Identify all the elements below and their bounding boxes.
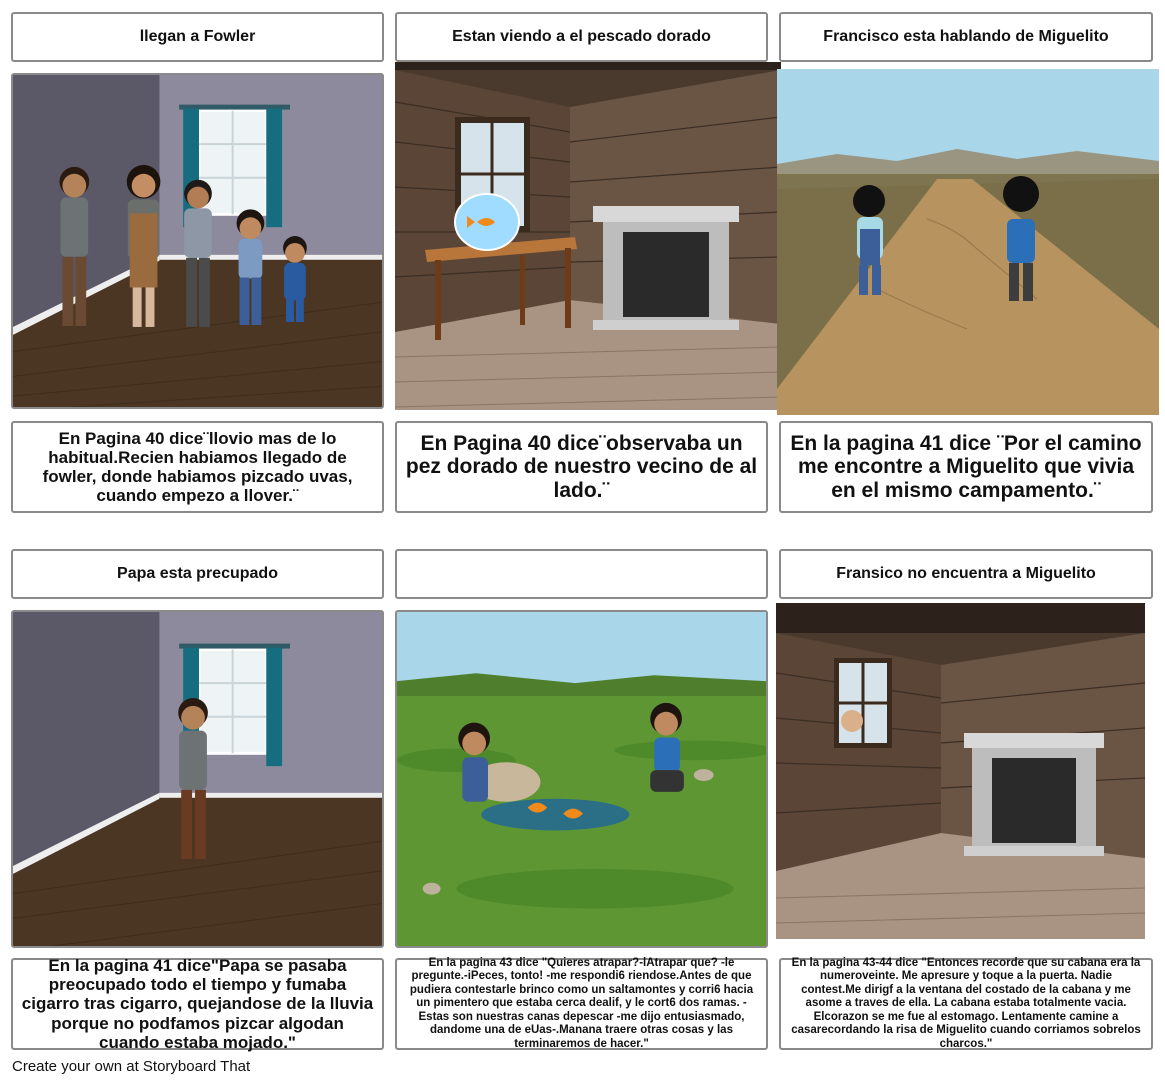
- panel-5-caption: En la pagina 43 dice "Quieres atrapar?-lAtrapar que? -le pregunte.-iPeces, tonto! -me respondi6 riendose.Antes de que pudiera contestarle brinco como un saltamontes y corri6 hacia un pimentero que estaba cerca dealif, y le cort6 dos ramas. -Estas son nuestras canas depescar -me dijo entusiasmado, dandome una de eUas-.Manana traere otras cosas y las terminaremos de hacer.": [395, 958, 768, 1050]
- panel-2-title: Estan viendo a el pescado dorado: [395, 12, 768, 62]
- panel-4-caption: En la pagina 41 dice"Papa se pasaba preocupado todo el tiempo y fumaba cigarro tras cigarro, quejandose de la lluvia porque no podfamos pizcar algodan cuando estaba mojado.": [11, 958, 384, 1050]
- panel-2-caption: En Pagina 40 dice¨observaba un pez dorado de nuestro vecino de al lado.¨: [395, 421, 768, 513]
- miguelito-kneeling: [650, 703, 684, 792]
- panel-6-title: Fransico no encuentra a Miguelito: [779, 549, 1153, 599]
- panel-1-scene-room-family: [11, 73, 384, 409]
- panel-3-caption: En la pagina 41 dice ¨Por el camino me encontre a Miguelito que vivia en el mismo campamento.¨: [779, 421, 1153, 513]
- panel-1-caption: En Pagina 40 dice¨llovio mas de lo habitual.Recien habiamos llegado de fowler, donde habiamos pizcado uvas, cuando empezo a llover.¨: [11, 421, 384, 513]
- storyboard-that-credit-link[interactable]: Create your own at Storyboard That: [12, 1058, 251, 1075]
- panel-5-scene-pond: [395, 610, 768, 948]
- panel-6-caption: En la pagina 43-44 dice "Entonces recorde que su cabana era la numeroveinte. Me apresure y toque a la puerta. Nadie contest.Me dirigf a la ventana del costado de la cabana y me asome a traves de ella. La cabana estaba totalmente vacia. Elcorazon se me fue al estomago. Lentamente camine a casarecordando la risa de Miguelito cuando corriamos sobrelos charcos.": [779, 958, 1153, 1050]
- panel-2-scene-cabin-goldfish: [395, 62, 781, 410]
- panel-6-scene-empty-cabin: [776, 603, 1145, 939]
- panel-1-title: llegan a Fowler: [11, 12, 384, 62]
- panel-4-title: Papa esta precupado: [11, 549, 384, 599]
- panel-5-title: [395, 549, 768, 599]
- panel-3-title: Francisco esta hablando de Miguelito: [779, 12, 1153, 62]
- panel-4-scene-worried-father: [11, 610, 384, 948]
- boy-kneeling-left: [458, 723, 490, 802]
- panel-3-scene-road: [777, 69, 1159, 415]
